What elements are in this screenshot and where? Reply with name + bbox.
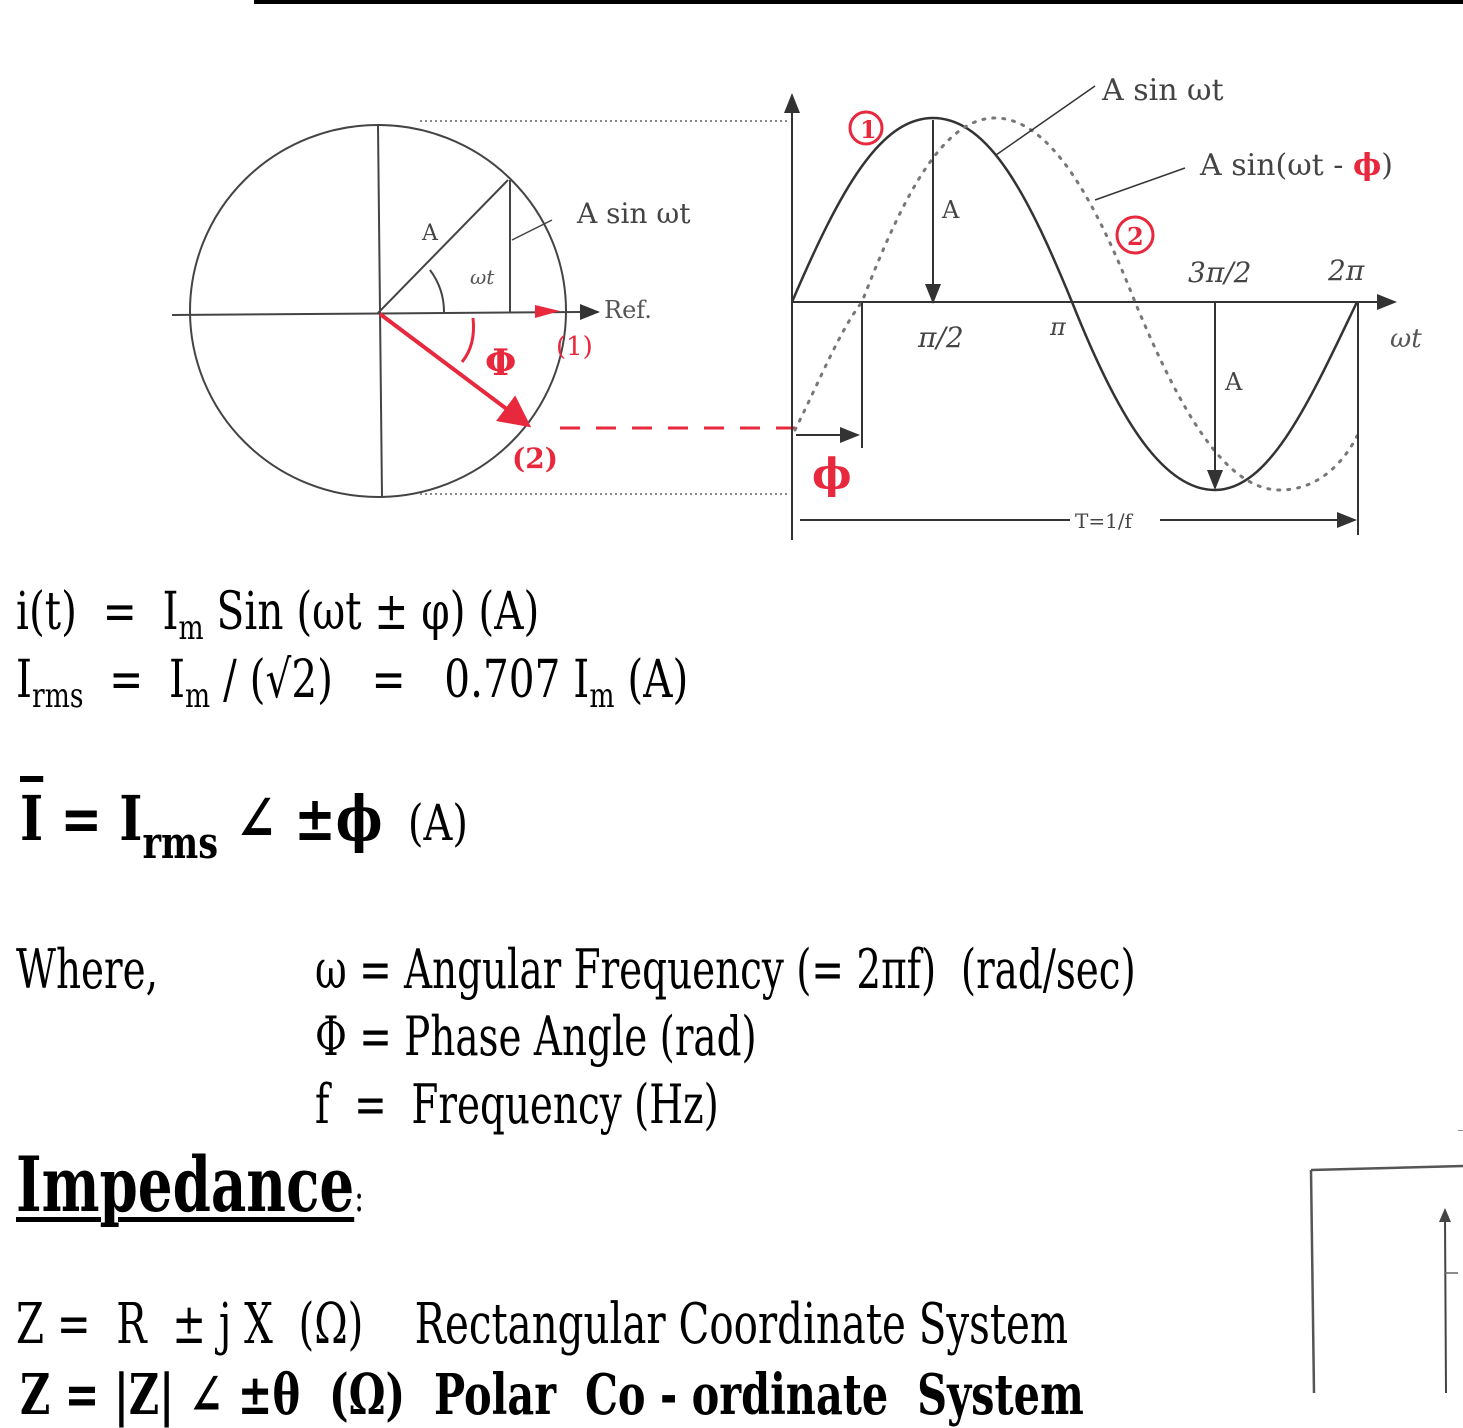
svg-text:A: A	[942, 196, 960, 224]
svg-text:Φ: Φ	[485, 342, 517, 384]
svg-text:ωt: ωt	[470, 265, 495, 289]
equation-part: / (√2) = 0.707 I	[210, 650, 590, 710]
heading-text: Impedance	[16, 1140, 355, 1229]
phasor-circle-diagram	[172, 121, 795, 497]
impedance-heading	[16, 1140, 364, 1229]
svg-text:(2): (2)	[512, 442, 558, 475]
phasor-current-equation	[20, 782, 468, 869]
equation-part: = I	[43, 782, 143, 855]
subscript: m	[178, 608, 204, 648]
svg-text:ωt: ωt	[1390, 324, 1422, 354]
partial-side-figure	[1308, 1130, 1463, 1393]
phasor-symbol: $\overline{I}$	[20, 782, 44, 855]
equation-rhs: Sin (ωt ± φ) (A)	[203, 582, 540, 642]
equation-lhs: i(t)	[16, 582, 77, 642]
svg-text:ϕ: ϕ	[812, 449, 852, 498]
svg-text:A sin ωt: A sin ωt	[1102, 73, 1224, 108]
subscript: m	[185, 676, 211, 716]
sinusoid-phasor-figure	[160, 70, 1463, 550]
definition-frequency: f = Frequency (Hz)	[315, 1073, 719, 1136]
angle-part: ∠ ±ϕ	[218, 782, 383, 855]
top-rule	[254, 0, 1463, 4]
svg-text:1: 1	[860, 115, 877, 144]
svg-text:3π/2: 3π/2	[1188, 256, 1252, 289]
svg-text:T=1/f: T=1/f	[1075, 509, 1132, 533]
svg-text:2: 2	[1127, 222, 1144, 251]
svg-text:π: π	[1050, 313, 1066, 341]
equation-lhs: I	[16, 650, 33, 710]
definition-angular-frequency: ω = Angular Frequency (= 2πf) (rad/sec)	[315, 938, 1136, 1001]
unit: (A)	[614, 650, 689, 710]
definition-phase-angle: Φ = Phase Angle (rad)	[315, 1005, 757, 1068]
subscript: rms	[142, 818, 219, 869]
svg-text:A sin(ωt - ϕ): A sin(ωt - ϕ)	[1200, 148, 1393, 183]
svg-text:Ref.: Ref.	[604, 296, 652, 324]
heading-colon: :	[354, 1175, 364, 1221]
unit: (A)	[382, 794, 469, 852]
equation-part: = I	[76, 582, 179, 642]
polar-impedance-equation: Z = |Z| ∠ ±θ (Ω) Polar Co - ordinate System	[20, 1362, 1084, 1428]
svg-text:2π: 2π	[1328, 254, 1365, 287]
sine-waveform-plot	[792, 73, 1422, 540]
rms-current-equation	[16, 650, 688, 716]
subscript: rms	[32, 676, 84, 716]
svg-text:(1): (1)	[556, 332, 593, 362]
svg-text:π/2: π/2	[918, 321, 964, 354]
rectangular-impedance-equation: Z = R ± j X (Ω) Rectangular Coordinate System	[16, 1292, 1069, 1357]
where-label: Where,	[16, 938, 158, 1001]
svg-text:A: A	[1225, 368, 1243, 396]
svg-text:A: A	[422, 221, 438, 246]
instantaneous-current-equation	[16, 582, 539, 648]
equation-part: = I	[83, 650, 186, 710]
svg-text:A sin ωt: A sin ωt	[577, 197, 691, 230]
subscript: m	[589, 676, 615, 716]
